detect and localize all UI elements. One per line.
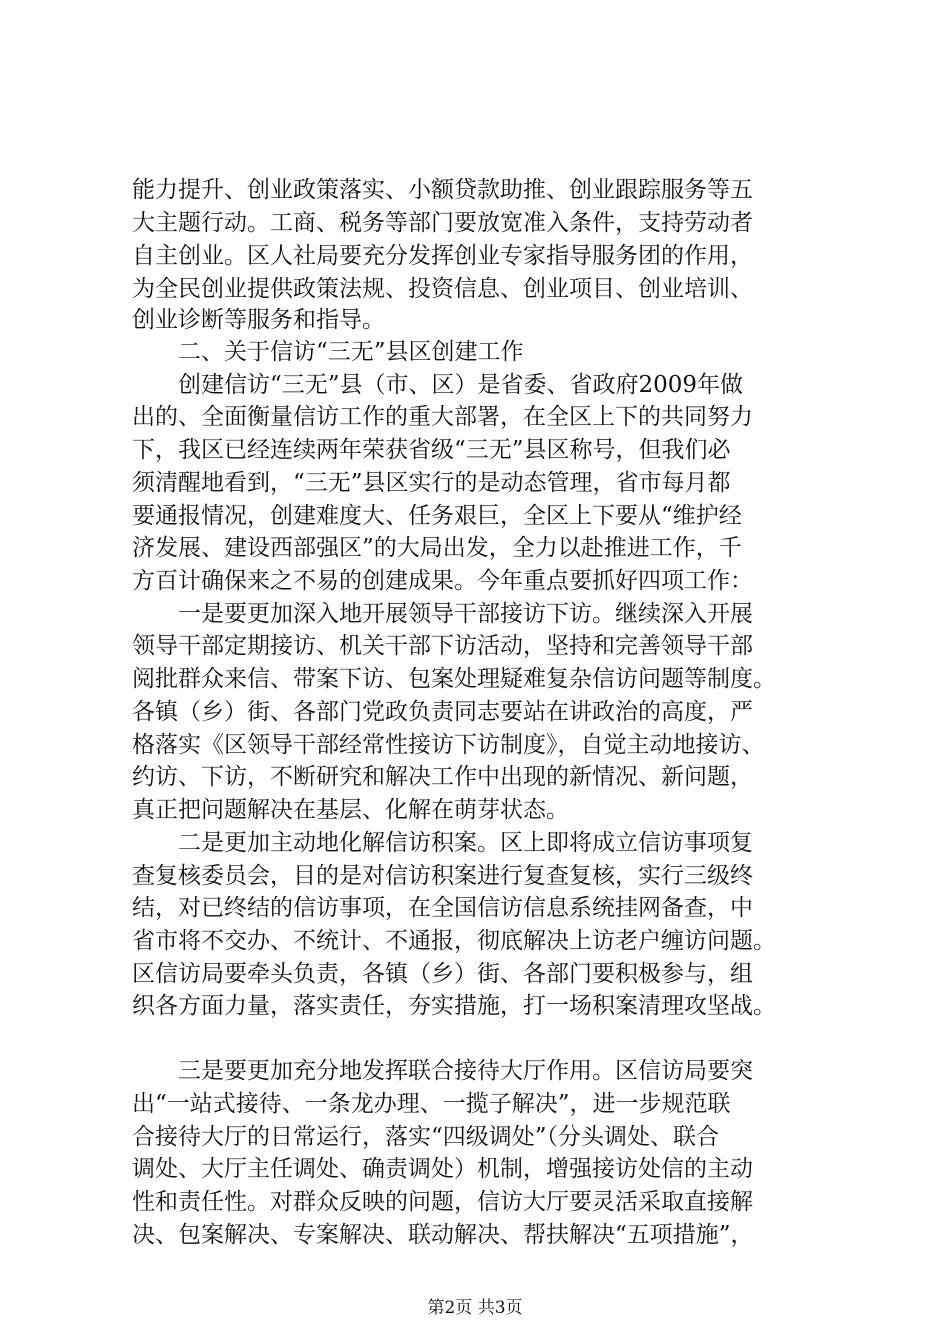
- text-line: 性和责任性。对群众反映的问题，信访大厅要灵活采取直接解: [132, 1189, 753, 1215]
- text-line: 三是要更加充分地发挥联合接待大厅作用。区信访局要突: [178, 1058, 753, 1084]
- text-line: 出的、全面衡量信访工作的重大部署，在全区上下的共同努力: [132, 404, 753, 430]
- text-line: 为全民创业提供政策法规、投资信息、创业项目、创业培训、: [132, 276, 753, 302]
- text-line: 自主创业。区人社局要充分发挥创业专家指导服务团的作用，: [132, 243, 753, 269]
- text-line: 济发展、建设西部强区”的大局出发，全力以赴推进工作，千: [132, 535, 742, 561]
- text-line: 领导干部定期接访、机关干部下访活动，坚持和完善领导干部: [132, 633, 753, 659]
- text-line: 查复核委员会，目的是对信访积案进行复查复核，实行三级终: [132, 863, 753, 889]
- text-line: 调处、大厅主任调处、确责调处）机制，增强接访处信的主动: [132, 1156, 753, 1182]
- text-line: 约访、下访，不断研究和解决工作中出现的新情况、新问题，: [132, 764, 753, 790]
- text-line: 创建信访“三无”县（市、区）是省委、省政府2009年做: [178, 372, 744, 398]
- text-line: 合接待大厅的日常运行，落实“四级调处”（分头调处、联合: [132, 1124, 720, 1150]
- text-line: 方百计确保来之不易的创建成果。今年重点要抓好四项工作：: [132, 568, 753, 594]
- text-line: 大主题行动。工商、税务等部门要放宽准入条件，支持劳动者: [132, 210, 753, 236]
- section-heading: 二、关于信访“三无”县区创建工作: [178, 339, 524, 365]
- text-line: 区信访局要牵头负责，各镇（乡）街、各部门要积极参与，组: [132, 961, 753, 987]
- text-line: 阅批群众来信、带案下访、包案处理疑难复杂信访问题等制度。: [132, 666, 776, 692]
- page-footer: 第2页 共3页: [427, 1298, 523, 1318]
- text-line: 出“一站式接待、一条龙办理、一揽子解决”，进一步规范联: [132, 1091, 731, 1117]
- text-line: 决、包案解决、专案解决、联动解决、帮扶解决“五项措施”，: [132, 1222, 754, 1248]
- text-line: 省市将不交办、不统计、不通报，彻底解决上访老户缠访问题。: [132, 928, 776, 954]
- text-line: 创业诊断等服务和指导。: [132, 307, 385, 333]
- text-line: 一是要更加深入地开展领导干部接访下访。继续深入开展: [178, 601, 753, 627]
- text-line: 下，我区已经连续两年荣获省级“三无”县区称号，但我们必: [132, 437, 731, 463]
- text-line: 真正把问题解决在基层、化解在萌芽状态。: [132, 797, 569, 823]
- text-line: 织各方面力量，落实责任，夯实措施，打一场积案清理攻坚战。: [132, 993, 776, 1019]
- text-line: 能力提升、创业政策落实、小额贷款助推、创业跟踪服务等五: [132, 177, 753, 203]
- text-line: 须清醒地看到，“三无”县区实行的是动态管理，省市每月都: [132, 470, 731, 496]
- text-line: 要通报情况，创建难度大、任务艰巨，全区上下要从“维护经: [132, 503, 742, 529]
- text-line: 各镇（乡）街、各部门党政负责同志要站在讲政治的高度，严: [132, 699, 753, 725]
- text-line: 格落实《区领导干部经常性接访下访制度》，自觉主动地接访、: [132, 732, 765, 758]
- text-line: 二是更加主动地化解信访积案。区上即将成立信访事项复: [178, 830, 753, 856]
- text-line: 结，对已终结的信访事项，在全国信访信息系统挂网备查，中: [132, 895, 753, 921]
